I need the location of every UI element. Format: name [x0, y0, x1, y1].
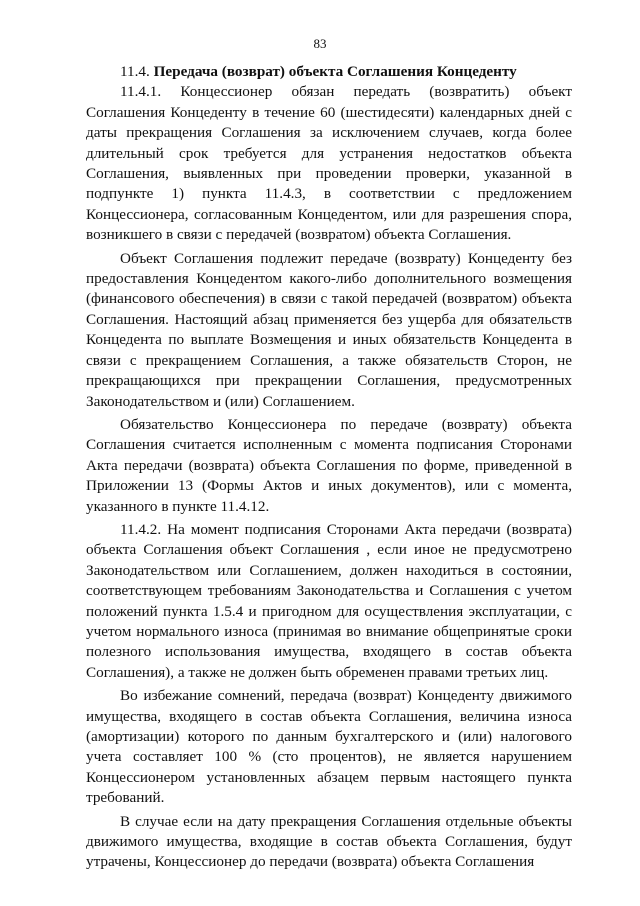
page-number: 83 [313, 36, 327, 51]
paragraph-11-4-1: 11.4.1. Концессионер обязан передать (возвратить) объект Соглашения Концеденту в течение 60 (шестидесяти) календарных дней с даты прекращения Соглашения за исключением случаев, когда более длительный срок требуется для устранения недостатков объекта Соглашения, выявленных при проведении проверки, указанной в подпункте 1) пункта 11.4.3, в соответствии с предложением Концессионера, согласованным Концедентом, или для разрешения спора, возникшего в связи с передачей (возвратом) объекта Соглашения. [86, 83, 572, 244]
section-heading [86, 62, 572, 82]
document-body [86, 62, 572, 873]
paragraph-return-without-compensation: Объект Соглашения подлежит передаче (возврату) Концеденту без предоставления Концедентом какого-либо дополнительного возмещения (финансового обеспечения) в связи с такой передачей (возвратом) объекта Соглашения. Настоящий абзац применяется без ущерба для обязательств Концедента по выплате Возмещения и иных обязательств Концедента в связи с прекращением Соглашения, а также обязательств Сторон, не прекращающихся при прекращении Соглашения, предусмотренных Законодательством и (или) Соглашением. [86, 249, 572, 410]
paragraph-11-4-2: 11.4.2. На момент подписания Сторонами Акта передачи (возврата) объекта Соглашения объект Соглашения , если иное не предусмотрено Законодательством или Соглашением, должен находиться в состоянии, соответствующем требованиям Законодательства и Соглашения с учетом положений пункта 1.5.4 и пригодном для осуществления эксплуатации, с учетом нормального износа (принимая во внимание общепринятые сроки полезного использования имущества, входящего в состав объекта Соглашения), а также не должен быть обременен правами третьих лиц. [86, 520, 572, 681]
paragraph-lost-movable-property: В случае если на дату прекращения Соглашения отдельные объекты движимого имущества, входящие в состав объекта Соглашения, будут утрачены, Концессионер до передачи (возврата) объекта Соглашения [86, 812, 572, 871]
paragraph-depreciation-clarification: Во избежание сомнений, передача (возврат) Концеденту движимого имущества, входящего в состав объекта Соглашения, величина износа (амортизации) которого по данным бухгалтерского и (или) налогового учета составляет 100 % (сто процентов), не является нарушением Концессионером установленных абзацем первым настоящего пункта требований. [86, 687, 572, 807]
section-title: Передача (возврат) объекта Соглашения Концеденту [153, 63, 517, 80]
section-number: 11.4. [120, 63, 150, 80]
paragraph-obligation-fulfilled: Обязательство Концессионера по передаче (возврату) объекта Соглашения считается исполненным с момента подписания Сторонами Акта передачи (возврата) объекта Соглашения по форме, приведенной в Приложении 13 (Формы Актов и иных документов), или с момента, указанного в пункте 11.4.12. [86, 415, 572, 515]
